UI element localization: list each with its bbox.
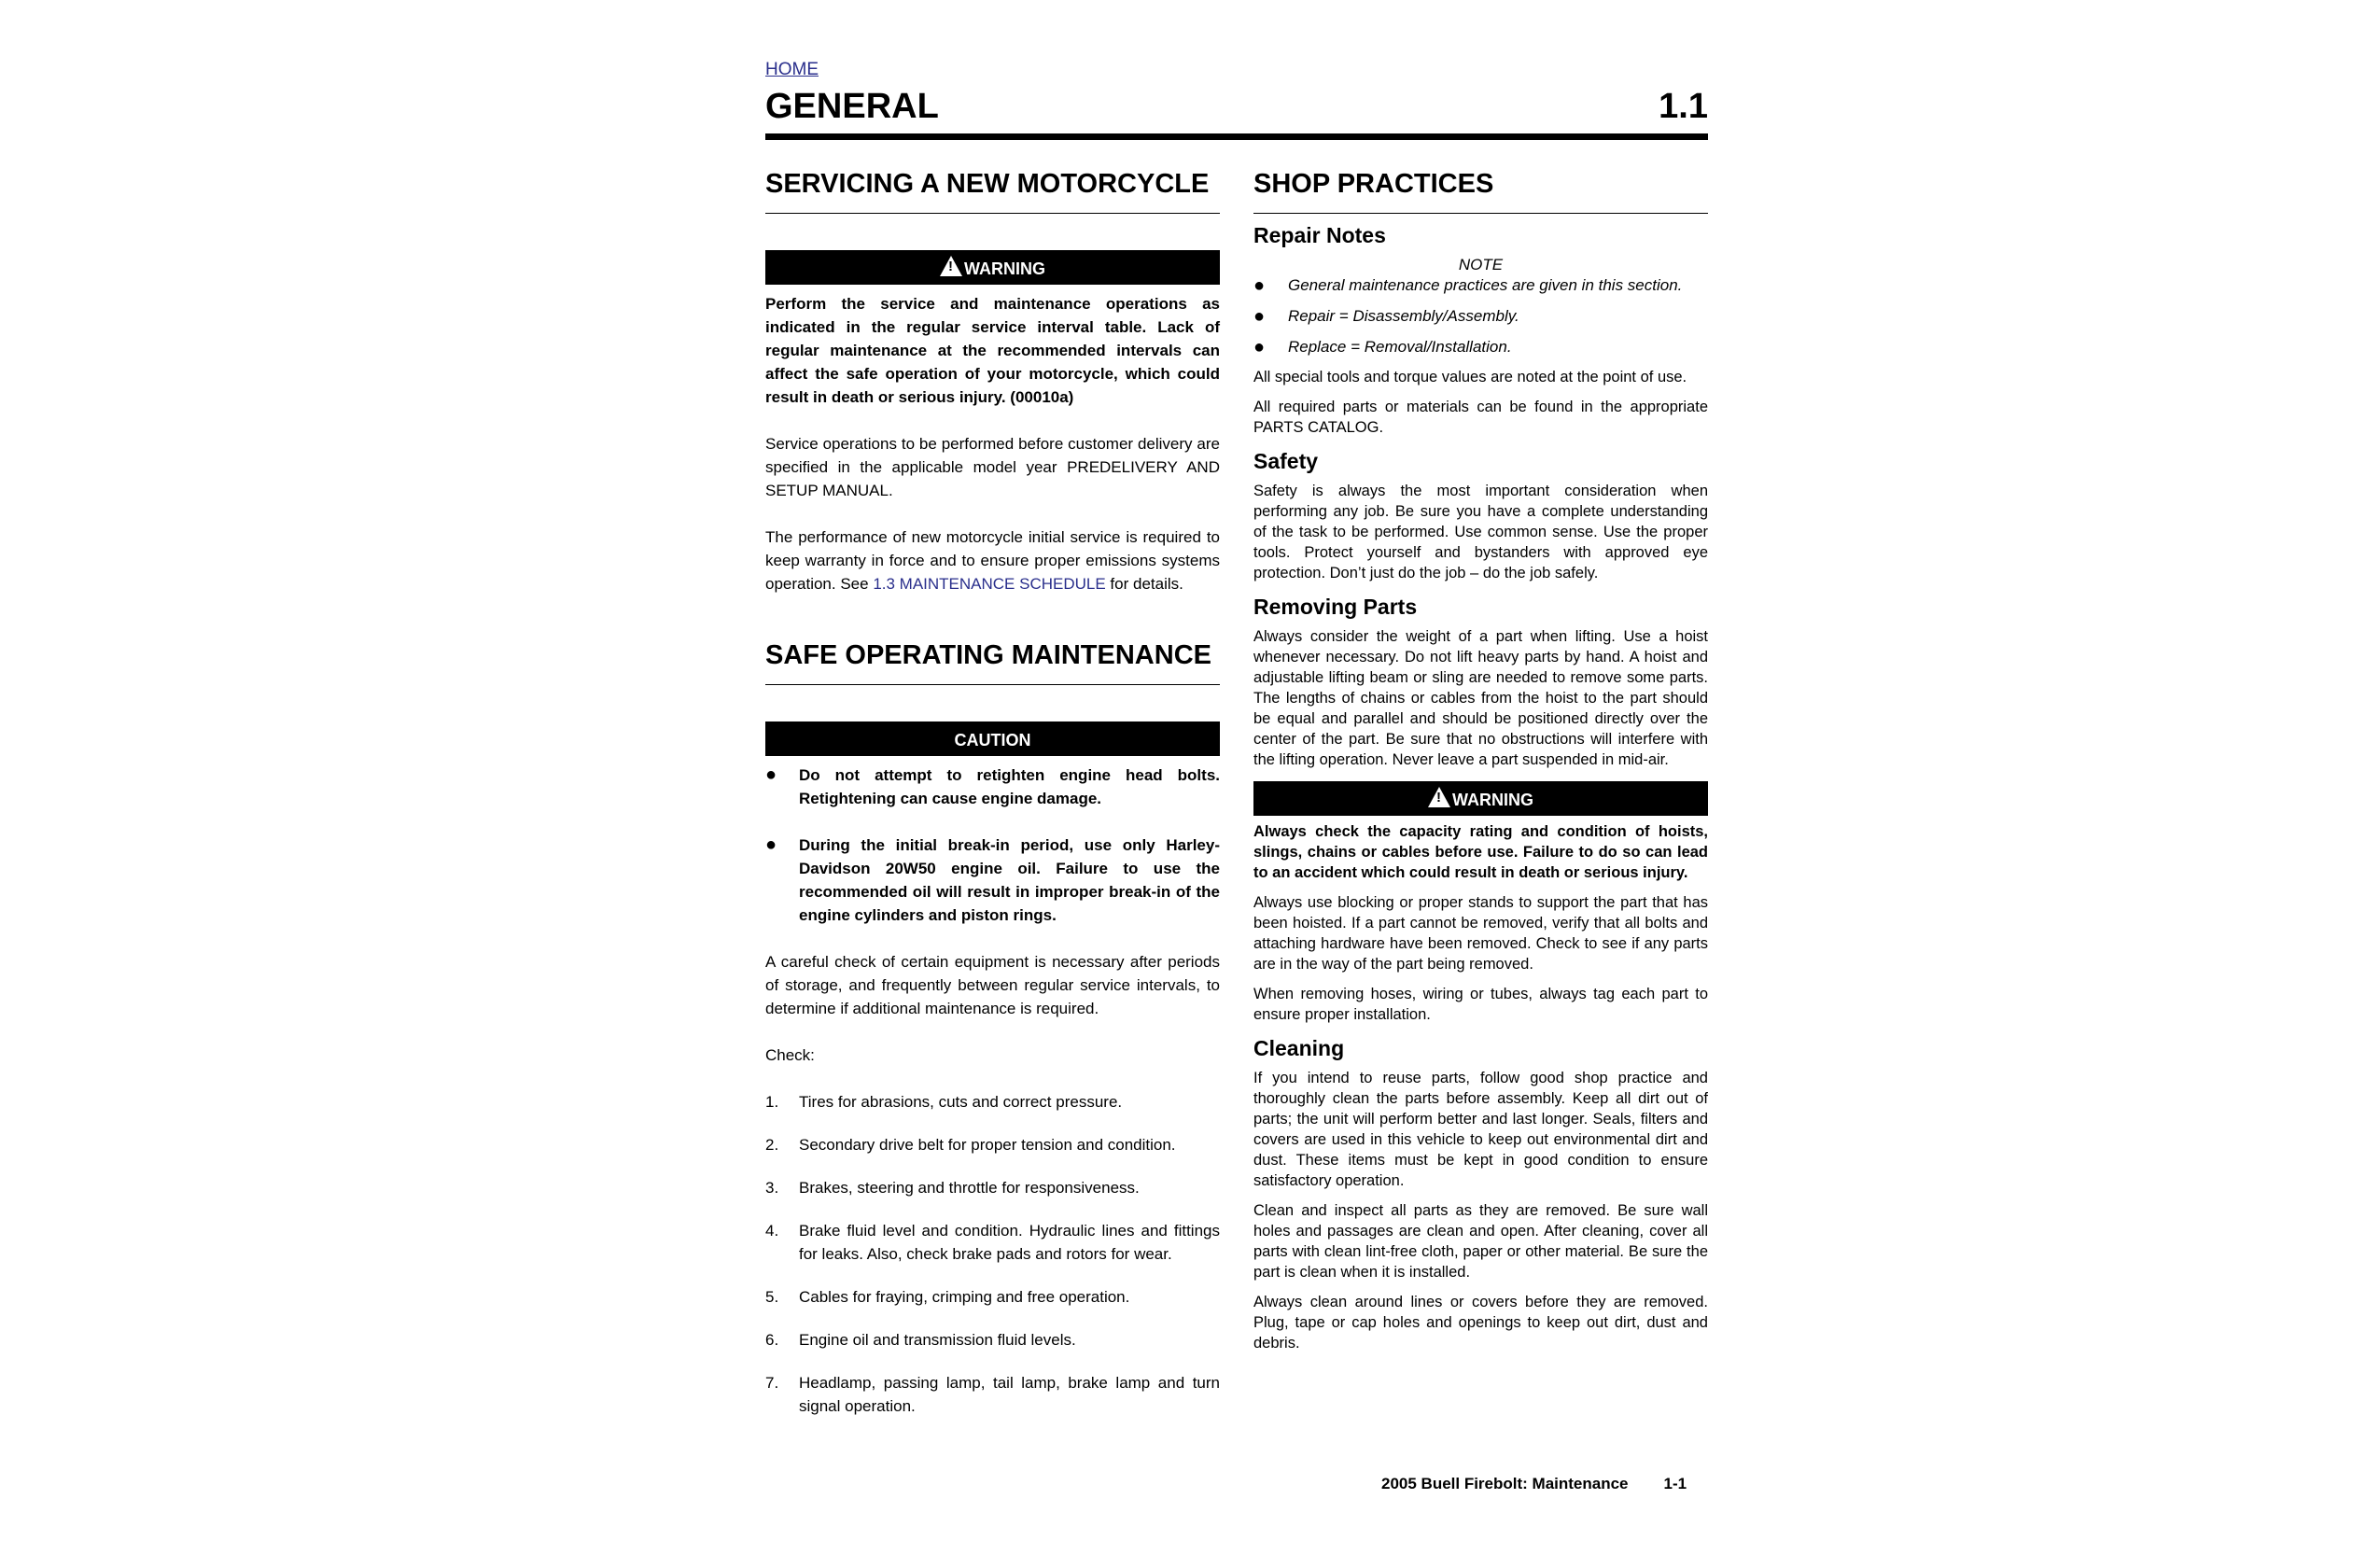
list-item: 3. Brakes, steering and throttle for responsiveness.: [765, 1179, 1140, 1197]
title-rule: [765, 133, 1708, 140]
bullet-icon: ●: [1253, 306, 1266, 327]
paragraph: Always use blocking or proper stands to support the part that has been hoisted. If a part cannot be removed, verify that all bolts and attaching hardware have been removed. Check to see if any parts are in the way of the part being removed.: [1253, 894, 1708, 973]
warning-triangle-icon: [940, 256, 962, 276]
list-item: 7. Headlamp, passing lamp, tail lamp, brake lamp and turn signal operation.: [765, 1374, 1220, 1415]
caution-banner: [765, 721, 1220, 756]
section-heading: SHOP PRACTICES: [1253, 168, 1708, 214]
right-column: [1253, 140, 1708, 1418]
warning-text: Perform the service and maintenance operations as indicated in the regular service interval table. Lack of regular maintenance at the recommended intervals can affect the safe operation of your motorcycle, which could result in death or serious injury. (00010a): [765, 295, 1220, 406]
warning-banner: [1253, 781, 1708, 816]
paragraph: The performance of new motorcycle initial service is required to keep warranty in force and to ensure proper emissions systems operation. See 1.3 MAINTENANCE SCHEDULE for details.: [765, 528, 1220, 593]
paragraph: A careful check of certain equipment is necessary after periods of storage, and frequently between regular service intervals, to determine if additional maintenance is required.: [765, 953, 1220, 1017]
page-number: 1-1: [1663, 1475, 1687, 1492]
check-label: Check:: [765, 1046, 815, 1064]
bullet-icon: ●: [1253, 337, 1266, 357]
subheading: Removing Parts: [1253, 595, 1418, 619]
list-item: 4. Brake fluid level and condition. Hydraulic lines and fittings for leaks. Also, check brake pads and rotors for wear.: [765, 1222, 1220, 1263]
chapter-number: 1.1: [1659, 87, 1708, 126]
section-heading: SAFE OPERATING MAINTENANCE: [765, 639, 1220, 685]
warning-text: Always check the capacity rating and condition of hoists, slings, chains or cables before use. Failure to do so can lead to an accident which could result in death or serious injury.: [1253, 823, 1708, 881]
paragraph: Always clean around lines or covers before they are removed. Plug, tape or cap holes and openings to keep out dirt, dust and debris.: [1253, 1294, 1708, 1352]
paragraph: All special tools and torque values are noted at the point of use.: [1253, 369, 1687, 385]
warning-banner: [765, 250, 1220, 285]
paragraph: When removing hoses, wiring or tubes, always tag each part to ensure proper installation.: [1253, 986, 1708, 1023]
list-item: ● Do not attempt to retighten engine head bolts. Retightening can cause engine damage.: [765, 763, 1220, 810]
section-heading: SERVICING A NEW MOTORCYCLE: [765, 168, 1220, 214]
paragraph: Service operations to be performed before customer delivery are specified in the applicable model year PREDELIVERY AND SETUP MANUAL.: [765, 435, 1220, 499]
warning-triangle-icon: [1428, 787, 1450, 807]
subheading: Cleaning: [1253, 1036, 1345, 1060]
note-label: NOTE: [1458, 256, 1504, 273]
paragraph: If you intend to reuse parts, follow good shop practice and thoroughly clean the parts before assembly. Keep all dirt out of parts; the unit will perform better and last longer. Seals, filters and covers are used in this vehicle to keep out environmental dirt and dust. These items must be kept in good condition to ensure satisfactory operation.: [1253, 1070, 1708, 1189]
list-item: 5. Cables for fraying, crimping and free operation.: [765, 1288, 1130, 1306]
checklist: [765, 1090, 1220, 1418]
warning-label: WARNING: [1452, 791, 1533, 809]
paragraph: Safety is always the most important consideration when performing any job. Be sure you have a complete understanding of the task to be performed. Use common sense. Use the proper tools. Protect yourself and bystanders with approved eye protection. Don’t just do the job – do the job safely.: [1253, 483, 1708, 581]
subheading: Repair Notes: [1253, 223, 1386, 247]
paragraph: All required parts or materials can be found in the appropriate PARTS CATALOG.: [1253, 399, 1708, 436]
bullet-icon: ●: [1253, 275, 1266, 296]
manual-title: 2005 Buell Firebolt: Maintenance: [1381, 1475, 1629, 1492]
bullet-icon: ●: [765, 764, 777, 785]
warning-label: WARNING: [964, 259, 1045, 278]
list-item: ● During the initial break-in period, use only Harley-Davidson 20W50 engine oil. Failure to use the recommended oil will result in improper break-in of the engine cylinders and piston rings.: [765, 834, 1220, 927]
page-footer: [1381, 1475, 1687, 1493]
subheading: Safety: [1253, 449, 1319, 473]
bullet-icon: ●: [765, 834, 777, 855]
chapter-header: [765, 82, 1708, 129]
chapter-title: GENERAL: [765, 87, 939, 126]
list-item: 2. Secondary drive belt for proper tension and condition.: [765, 1136, 1176, 1154]
left-column: [765, 140, 1220, 1418]
maintenance-schedule-link[interactable]: 1.3 MAINTENANCE SCHEDULE: [873, 575, 1106, 593]
home-link[interactable]: HOME: [765, 60, 819, 79]
paragraph: Clean and inspect all parts as they are removed. Be sure wall holes and passages are clean and open. After cleaning, cover all parts with clean lint-free cloth, paper or other material. Be sure the part is clean when it is installed.: [1253, 1202, 1708, 1281]
note-item: ● General maintenance practices are given in this section.: [1253, 275, 1683, 296]
list-item: 6. Engine oil and transmission fluid levels.: [765, 1331, 1076, 1349]
list-item: 1. Tires for abrasions, cuts and correct pressure.: [765, 1093, 1123, 1111]
caution-list: [765, 763, 1220, 927]
paragraph: Always consider the weight of a part when lifting. Use a hoist whenever necessary. Do not lift heavy parts by hand. A hoist and adjustable lifting beam or sling are needed to remove some parts. The lengths of chains or cables from the hoist to the part should be equal and parallel and should be positioned directly over the center of the part. Be sure that no obstructions will interfere with the lifting operation. Never leave a part suspended in mid-air.: [1253, 628, 1708, 768]
note-item: ● Repair = Disassembly/Assembly.: [1253, 306, 1519, 327]
caution-label: CAUTION: [954, 731, 1031, 749]
note-item: ● Replace = Removal/Installation.: [1253, 337, 1512, 357]
page: [765, 60, 1708, 1418]
